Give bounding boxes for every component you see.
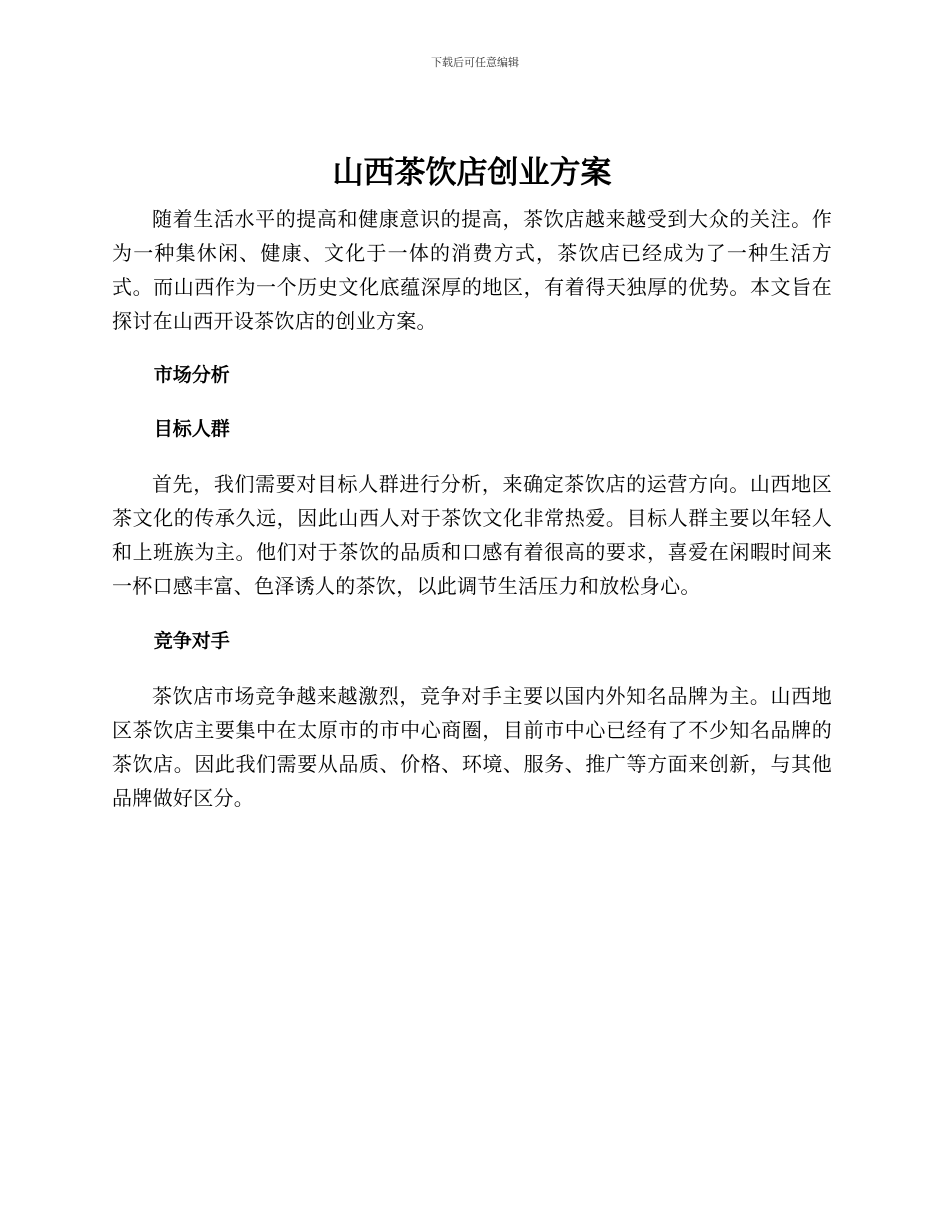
document-body [112,150,832,815]
section-heading-target-audience: 目标人群 [153,418,230,440]
section-heading-market-analysis: 市场分析 [153,364,230,386]
header-note: 下载后可任意编辑 [431,56,519,69]
document-title: 山西茶饮店创业方案 [332,155,612,191]
intro-paragraph: 随着生活水平的提高和健康意识的提高，茶饮店越来越受到大众的关注。作为一种集休闲、健康、文化于一体的消费方式，茶饮店已经成为了一种生活方式。而山西作为一个历史文化底蕴深厚的地区，有着得天独厚的优势。本文旨在探讨在山西开设茶饮店的创业方案。 [112,207,832,333]
target-audience-paragraph: 首先，我们需要对目标人群进行分析，来确定茶饮店的运营方向。山西地区茶文化的传承久远，因此山西人对于茶饮文化非常热爱。目标人群主要以年轻人和上班族为主。他们对于茶饮的品质和口感有着很高的要求，喜爱在闲暇时间来一杯口感丰富、色泽诱人的茶饮，以此调节生活压力和放松身心。 [112,472,832,598]
competitors-paragraph: 茶饮店市场竞争越来越激烈，竞争对手主要以国内外知名品牌为主。山西地区茶饮店主要集中在太原市的市中心商圈，目前市中心已经有了不少知名品牌的茶饮店。因此我们需要从品质、价格、环境、服务、推广等方面来创新，与其他品牌做好区分。 [112,684,832,810]
section-heading-competitors: 竞争对手 [153,630,230,652]
